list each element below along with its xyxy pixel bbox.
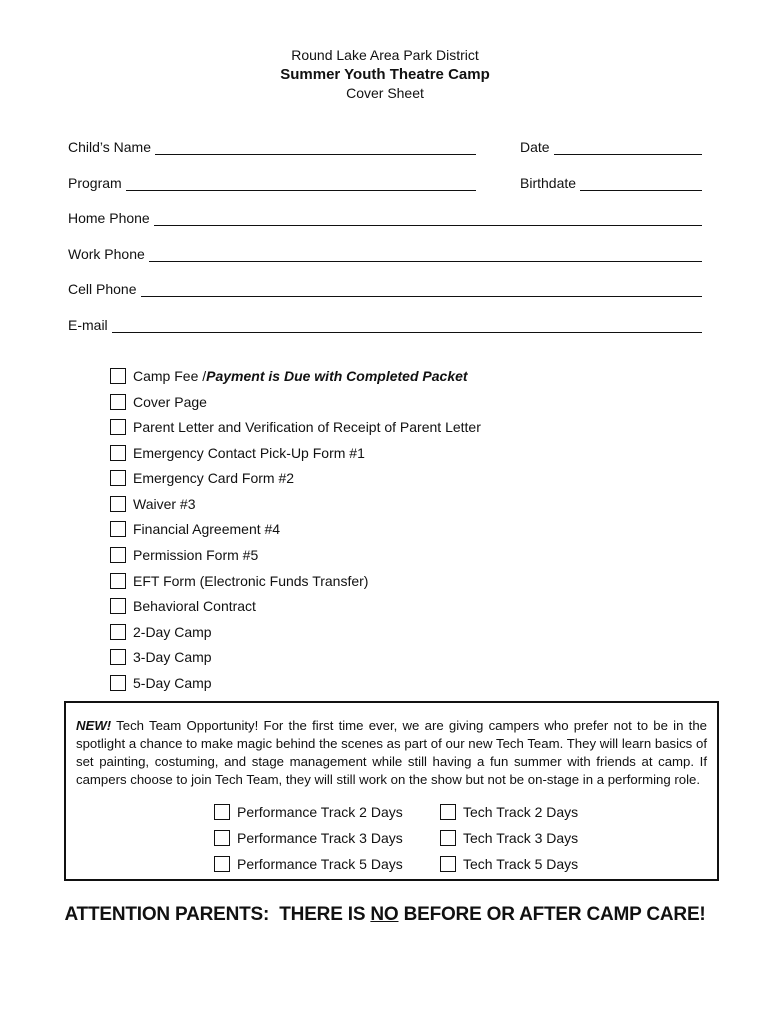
checklist-item bbox=[110, 468, 294, 488]
track-option-label: Tech Track 3 Days bbox=[463, 830, 579, 846]
checklist-item-label: Behavioral Contract bbox=[133, 598, 256, 614]
camp-fee-emphasis: Payment is Due with Completed Packet bbox=[206, 368, 468, 384]
checkbox[interactable] bbox=[110, 470, 126, 486]
track-option bbox=[214, 854, 403, 874]
checklist-item-label: EFT Form (Electronic Funds Transfer) bbox=[133, 573, 369, 589]
checklist-item bbox=[110, 494, 196, 514]
attention-text-before: ATTENTION PARENTS: THERE IS bbox=[64, 904, 371, 925]
attention-text-after: BEFORE OR AFTER CAMP CARE! bbox=[398, 904, 706, 925]
date-field bbox=[520, 135, 702, 155]
checklist-item bbox=[110, 392, 207, 412]
checklist-item-label: 2-Day Camp bbox=[133, 624, 212, 640]
checkbox[interactable] bbox=[440, 830, 456, 846]
track-option bbox=[214, 828, 403, 848]
birthdate-input-line[interactable] bbox=[580, 175, 702, 191]
cell-phone-field bbox=[68, 277, 702, 297]
checklist-item bbox=[110, 622, 212, 642]
checklist-item-label: Parent Letter and Verification of Receipt of Parent Letter bbox=[133, 419, 481, 435]
checklist-item-label: 3-Day Camp bbox=[133, 649, 212, 665]
home-phone-input-line[interactable] bbox=[154, 210, 702, 226]
date-input-line[interactable] bbox=[554, 139, 702, 155]
checkbox[interactable] bbox=[214, 830, 230, 846]
checklist-item-label: Emergency Contact Pick-Up Form #1 bbox=[133, 445, 365, 461]
home-phone-field bbox=[68, 206, 702, 226]
track-option bbox=[440, 854, 578, 874]
work-phone-input-line[interactable] bbox=[149, 246, 702, 262]
tech-team-box bbox=[64, 701, 719, 881]
new-label: NEW! bbox=[76, 718, 112, 733]
checkbox[interactable] bbox=[440, 804, 456, 820]
checklist-item bbox=[110, 443, 365, 463]
track-option-label: Performance Track 5 Days bbox=[237, 856, 403, 872]
form-header bbox=[0, 46, 770, 103]
checklist-item bbox=[110, 647, 212, 667]
checkbox[interactable] bbox=[110, 649, 126, 665]
work-phone-field bbox=[68, 242, 702, 262]
checklist-item bbox=[110, 673, 212, 693]
checkbox[interactable] bbox=[110, 419, 126, 435]
checkbox[interactable] bbox=[440, 856, 456, 872]
date-label: Date bbox=[520, 139, 550, 155]
checklist-item-label: Financial Agreement #4 bbox=[133, 521, 281, 537]
checklist-item-camp-fee bbox=[110, 366, 468, 386]
child-name-input-line[interactable] bbox=[155, 139, 476, 155]
track-option bbox=[440, 802, 578, 822]
checklist-item bbox=[110, 571, 368, 591]
checklist-item bbox=[110, 596, 256, 616]
checklist-item-label: Emergency Card Form #2 bbox=[133, 470, 295, 486]
track-option bbox=[214, 802, 403, 822]
form-title: Summer Youth Theatre Camp bbox=[280, 66, 490, 83]
attention-text-underlined: NO bbox=[370, 904, 399, 925]
track-option bbox=[440, 828, 578, 848]
birthdate-label: Birthdate bbox=[520, 175, 577, 191]
form-subtitle: Cover Sheet bbox=[346, 85, 424, 101]
camp-fee-label: Camp Fee / bbox=[133, 368, 207, 384]
checkbox[interactable] bbox=[110, 598, 126, 614]
checkbox[interactable] bbox=[110, 368, 126, 384]
checkbox[interactable] bbox=[110, 675, 126, 691]
program-input-line[interactable] bbox=[126, 175, 476, 191]
program-label: Program bbox=[68, 175, 122, 191]
checkbox[interactable] bbox=[110, 445, 126, 461]
organization-name: Round Lake Area Park District bbox=[291, 47, 479, 63]
checkbox[interactable] bbox=[110, 547, 126, 563]
checkbox[interactable] bbox=[110, 496, 126, 512]
home-phone-label: Home Phone bbox=[68, 210, 150, 226]
checklist-item-label: Cover Page bbox=[133, 394, 207, 410]
checkbox[interactable] bbox=[110, 394, 126, 410]
email-input-line[interactable] bbox=[112, 317, 702, 333]
program-field bbox=[68, 171, 476, 191]
track-option-label: Performance Track 2 Days bbox=[237, 804, 403, 820]
checkbox[interactable] bbox=[110, 624, 126, 640]
tech-team-description bbox=[76, 717, 707, 789]
checklist-item-label: Waiver #3 bbox=[133, 496, 196, 512]
email-label: E-mail bbox=[68, 317, 108, 333]
checklist-item-label: Permission Form #5 bbox=[133, 547, 259, 563]
birthdate-field bbox=[520, 171, 702, 191]
child-name-label: Child’s Name bbox=[68, 139, 151, 155]
email-field bbox=[68, 313, 702, 333]
track-option-label: Tech Track 2 Days bbox=[463, 804, 579, 820]
checkbox[interactable] bbox=[110, 573, 126, 589]
track-option-label: Performance Track 3 Days bbox=[237, 830, 403, 846]
checklist-item bbox=[110, 545, 258, 565]
tech-team-text: Tech Team Opportunity! For the first time ever, we are giving campers who prefer not to be in the spotlight a chance to make magic behind the scenes as part of our new Tech Team. They will learn basics of set painting, costuming, and stage management while still having a fun summer with friends at camp. If campers choose to join Tech Team, they will still work on the show but not be on-stage in a performing role. bbox=[76, 718, 707, 787]
checkbox[interactable] bbox=[214, 804, 230, 820]
track-option-label: Tech Track 5 Days bbox=[463, 856, 579, 872]
work-phone-label: Work Phone bbox=[68, 246, 145, 262]
child-name-field bbox=[68, 135, 476, 155]
attention-notice bbox=[0, 904, 770, 926]
checklist-item bbox=[110, 519, 280, 539]
checkbox[interactable] bbox=[110, 521, 126, 537]
checkbox[interactable] bbox=[214, 856, 230, 872]
checklist-item bbox=[110, 417, 481, 437]
cell-phone-input-line[interactable] bbox=[141, 281, 703, 297]
checklist-item-label: 5-Day Camp bbox=[133, 675, 212, 691]
cell-phone-label: Cell Phone bbox=[68, 281, 137, 297]
